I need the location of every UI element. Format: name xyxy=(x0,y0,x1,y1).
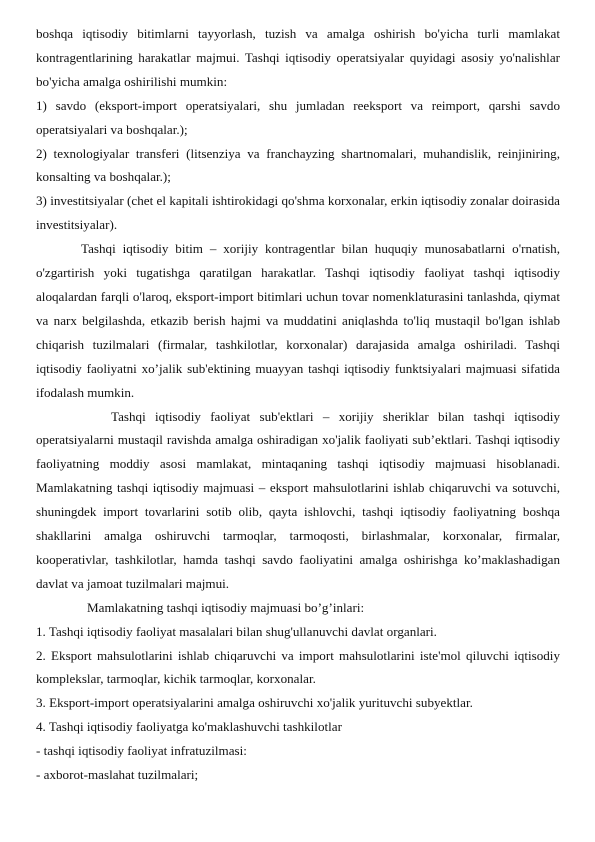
list-item-economic-subjects: 3. Eksport-import operatsiyalarini amalga oshiruvchi xo'jalik yurituvchi subyektlar. xyxy=(36,695,473,711)
list-item-investments: 3) investitsiyalar (chet el kapitali ishtirokidagi qo'shma korxonalar, erkin iqtisodiy zonalar doirasida investitsiyalar). xyxy=(36,193,560,233)
complex-links-heading: Mamlakatning tashqi iqtisodiy majmuasi bo’g’inlari: xyxy=(87,599,365,615)
sub-item-consulting: - axborot-maslahat tuzilmalari; xyxy=(36,767,199,783)
list-item-complexes: 2. Eksport mahsulotlarini ishlab chiqaruvchi va import mahsulotlarini iste'mol qiluvchi iqtisodiy komplekslar, tarmoqlar, kichik tarmoqlar, korxonalar. xyxy=(36,647,560,687)
list-item-trade: 1) savdo (eksport-import operatsiyalari, shu jumladan reeksport va reimport, qarshi savdo operatsiyalari va boshqalar.); xyxy=(36,97,560,137)
sub-item-infrastructure: - tashqi iqtisodiy faoliyat infratuzilmasi: xyxy=(36,743,247,759)
list-item-technology-transfer: 2) texnologiyalar transferi (litsenziya va franchayzing shartnomalari, muhandislik, reinjiniring, konsalting va boshqalar.); xyxy=(36,145,560,185)
list-item-state-bodies: 1. Tashqi iqtisodiy faoliyat masalalari bilan shug'ullanuvchi davlat organlari. xyxy=(36,623,437,639)
intro-paragraph: boshqa iqtisodiy bitimlarni tayyorlash, tuzish va amalga oshirish bo'yicha turli mamlakat kontragentlarining harakatlar majmui. Tashqi iqtisodiy operatsiyalar quyidagi asosiy yo'nalishlar bo'yicha amalga oshirilishi mumkin: xyxy=(36,26,560,89)
subjects-paragraph: Tashqi iqtisodiy faoliyat sub'ektlari – xorijiy sheriklar bilan tashqi iqtisodiy operatsiyalarni mustaqil ravishda amalga oshiradigan xo'jalik faoliyati sub’ektlari. Tashqi iqtisodiy faoliyatning moddiy asosi mamlakat, mintaqaning tashqi iqtisodiy majmuasi hisoblanadi. Mamlakatning tashqi iqtisodiy majmuasi – eksport mahsulotlarini ishlab chiqaruvchi va sotuvchi, shuningdek import tovarlarini sotib olib, qayta ishlovchi, tashqi iqtisodiy faoliyatning boshqa shakllarini amalga oshiruvchi tarmoqlar, tarmoqosti, birlashmalar, korxonalar, firmalar, kooperativlar, tashkilotlar, hamda tashqi savdo faoliyatini amalga oshirishga ko’maklashadigan davlat va jamoat tuzilmalari majmui. xyxy=(36,408,560,591)
list-item-support-organizations: 4. Tashqi iqtisodiy faoliyatga ko'maklashuvchi tashkilotlar xyxy=(36,719,342,735)
document-page xyxy=(36,22,560,787)
foreign-economic-deal-paragraph: Tashqi iqtisodiy bitim – xorijiy kontragentlar bilan huquqiy munosabatlarni o'rnatish, o'zgartirish yoki tugatishga qaratilgan harakatlar. Tashqi iqtisodiy faoliyat tashqi iqtisodiy aloqalardan farqli o'laroq, eksport-import bitimlari uchun tovar nomenklaturasini tanlashda, qiymat va narx belgilashda, etkazib berish hajmi va muddatini aniqlashda to'liq mustaqil bo'lgan ishlab chiqarish tuzilmalari (firmalar, tashkilotlar, korxonalar) darajasida amalga oshiriladi. Tashqi iqtisodiy faoliyatni xo’jalik sub'ektining muayyan tashqi iqtisodiy funktsiyalari majmuasi sifatida ifodalash mumkin. xyxy=(36,241,560,400)
